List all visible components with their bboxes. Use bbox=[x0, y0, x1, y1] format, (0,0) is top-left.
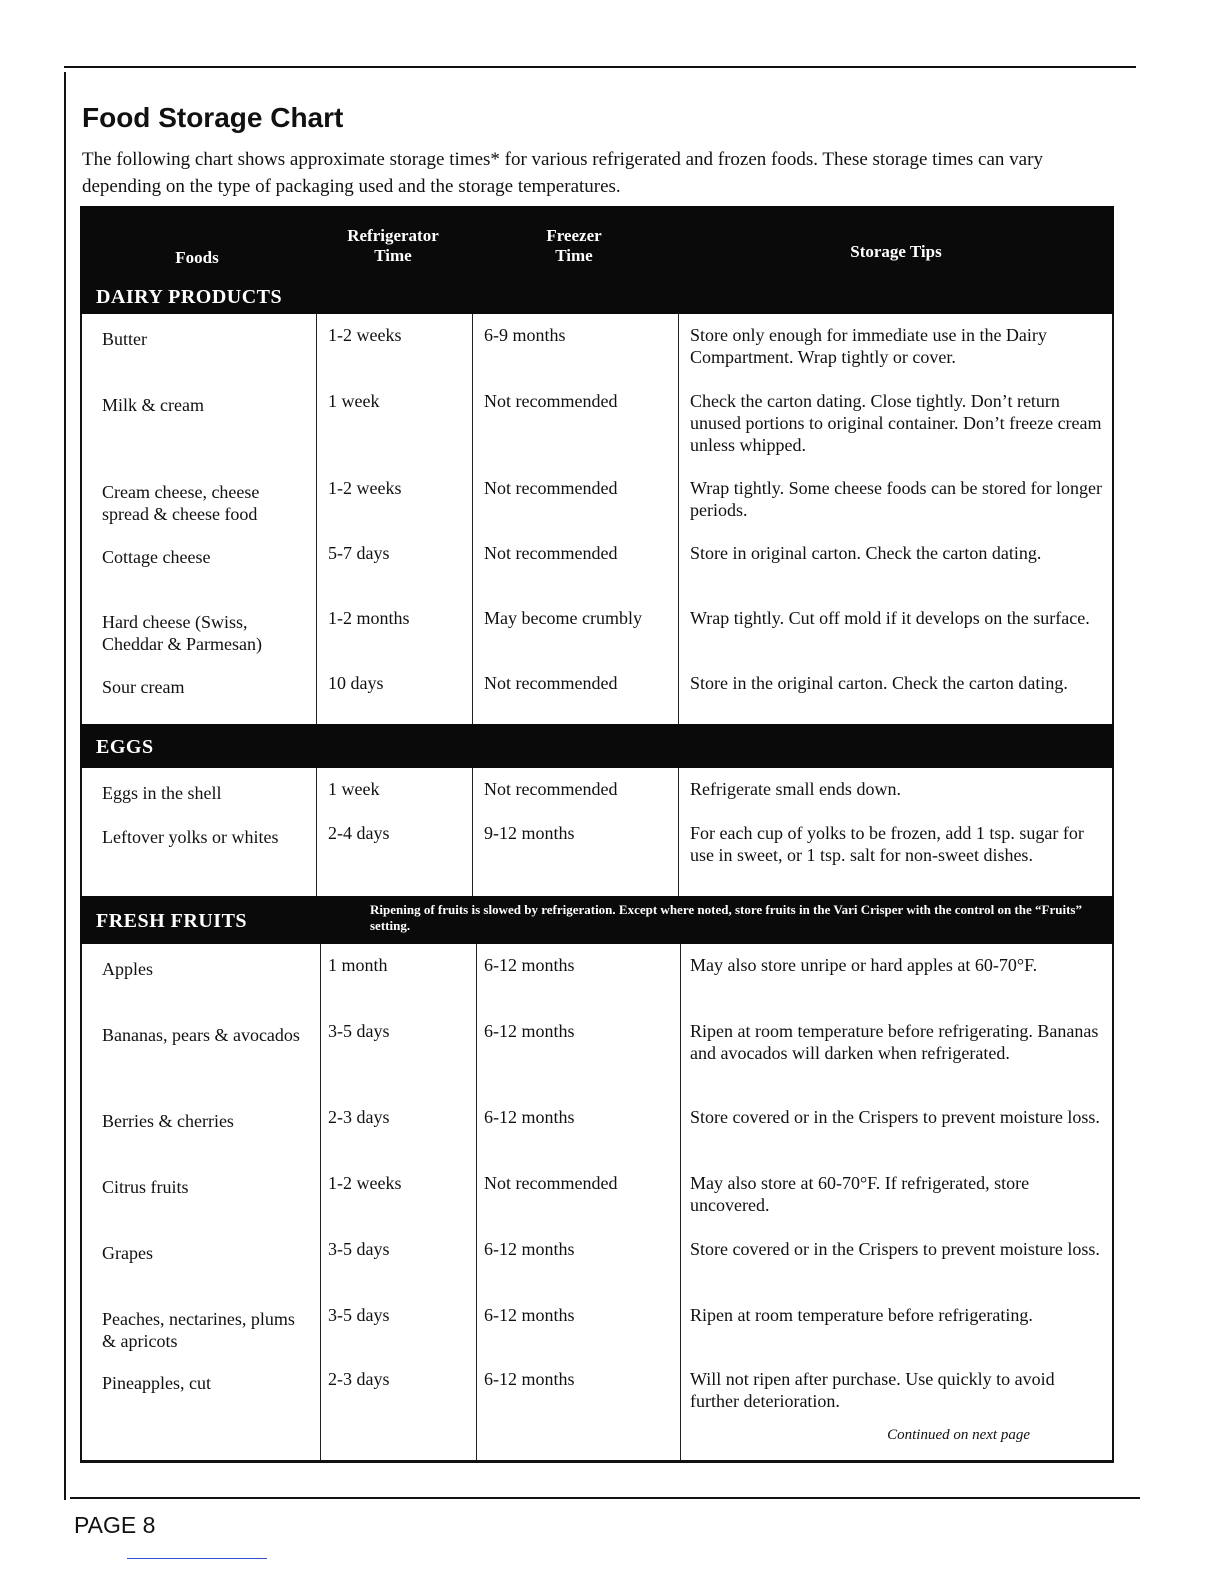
column-divider bbox=[316, 314, 317, 724]
fridge-time-cell: 10 days bbox=[328, 673, 384, 693]
fridge-time-cell: 1 week bbox=[328, 391, 380, 411]
freezer-time-cell: 9-12 months bbox=[484, 823, 575, 843]
table-row bbox=[82, 944, 1112, 1010]
table-row bbox=[82, 1096, 1112, 1162]
section-label-fruits: FRESH FRUITS bbox=[96, 910, 248, 932]
column-divider bbox=[678, 314, 679, 724]
column-divider bbox=[678, 768, 679, 896]
food-cell: Berries & cherries bbox=[102, 1111, 234, 1131]
column-divider bbox=[680, 944, 681, 1460]
fridge-time-cell: 3-5 days bbox=[328, 1305, 390, 1325]
table-row bbox=[82, 1162, 1112, 1228]
storage-tip-cell: Store in original carton. Check the carton dating. bbox=[690, 543, 1042, 563]
storage-tip-cell: Store covered or in the Crispers to prevent moisture loss. bbox=[690, 1107, 1100, 1127]
table-row bbox=[82, 812, 1112, 896]
food-cell: Hard cheese (Swiss, Cheddar & Parmesan) bbox=[102, 612, 262, 654]
freezer-time-cell: Not recommended bbox=[484, 779, 618, 799]
table-row bbox=[82, 314, 1112, 380]
storage-tip-cell: May also store at 60-70°F. If refrigerated, store uncovered. bbox=[690, 1173, 1030, 1215]
section-label-dairy: DAIRY PRODUCTS bbox=[96, 286, 283, 308]
storage-tip-cell: Ripen at room temperature before refrigerating. Bananas and avocados will darken when refrigerated. bbox=[690, 1021, 1099, 1063]
page-number: PAGE 8 bbox=[74, 1512, 156, 1538]
food-cell: Cream cheese, cheese spread & cheese food bbox=[102, 482, 260, 524]
freezer-time-cell: Not recommended bbox=[484, 543, 618, 563]
table-row bbox=[82, 768, 1112, 812]
table-row bbox=[82, 532, 1112, 597]
freezer-time-cell: Not recommended bbox=[484, 391, 618, 411]
fridge-time-cell: 2-4 days bbox=[328, 823, 390, 843]
freezer-time-cell: Not recommended bbox=[484, 673, 618, 693]
table-row bbox=[82, 662, 1112, 724]
freezer-time-cell: Not recommended bbox=[484, 478, 618, 498]
section-dairy-rows bbox=[80, 314, 1114, 724]
food-cell: Pineapples, cut bbox=[102, 1373, 211, 1393]
table-row bbox=[82, 1358, 1112, 1418]
column-divider bbox=[472, 768, 473, 896]
freezer-time-cell: 6-12 months bbox=[484, 1305, 575, 1325]
food-cell: Milk & cream bbox=[102, 395, 204, 415]
storage-tip-cell: Ripen at room temperature before refrigerating. bbox=[690, 1305, 1033, 1325]
header-freezer-time-label: Freezer Time bbox=[546, 226, 602, 265]
table-row bbox=[82, 380, 1112, 467]
storage-tip-cell: Wrap tightly. Some cheese foods can be stored for longer periods. bbox=[690, 478, 1102, 520]
freezer-time-cell: 6-12 months bbox=[484, 1369, 575, 1389]
storage-tip-cell: Store only enough for immediate use in the Dairy Compartment. Wrap tightly or cover. bbox=[690, 325, 1047, 367]
storage-tip-cell: For each cup of yolks to be frozen, add 1 tsp. sugar for use in sweet, or 1 tsp. salt for non-sweet dishes. bbox=[690, 823, 1084, 865]
freezer-time-cell: May become crumbly bbox=[484, 608, 642, 628]
table-header bbox=[80, 206, 1114, 314]
continued-note: Continued on next page bbox=[887, 1427, 1030, 1443]
page-frame-bottom-rule bbox=[70, 1497, 1140, 1499]
storage-tip-cell: Store covered or in the Crispers to prevent moisture loss. bbox=[690, 1239, 1100, 1259]
section-fruits-rows bbox=[80, 944, 1114, 1463]
table-row bbox=[82, 597, 1112, 662]
freezer-time-cell: 6-12 months bbox=[484, 1239, 575, 1259]
section-band-fruits bbox=[80, 896, 1114, 944]
table-row bbox=[82, 1294, 1112, 1358]
freezer-time-cell: 6-12 months bbox=[484, 955, 575, 975]
column-divider bbox=[472, 314, 473, 724]
storage-tip-cell: May also store unripe or hard apples at 60-70°F. bbox=[690, 955, 1038, 975]
food-cell: Grapes bbox=[102, 1243, 153, 1263]
fridge-time-cell: 2-3 days bbox=[328, 1107, 390, 1127]
column-divider bbox=[476, 944, 477, 1460]
freezer-time-cell: Not recommended bbox=[484, 1173, 618, 1193]
fridge-time-cell: 1-2 months bbox=[328, 608, 410, 628]
fridge-time-cell: 3-5 days bbox=[328, 1021, 390, 1041]
food-cell: Leftover yolks or whites bbox=[102, 827, 279, 847]
food-cell: Peaches, nectarines, plums & apricots bbox=[102, 1309, 295, 1351]
fridge-time-cell: 1-2 weeks bbox=[328, 1173, 402, 1193]
fridge-time-cell: 5-7 days bbox=[328, 543, 390, 563]
fridge-time-cell: 2-3 days bbox=[328, 1369, 390, 1389]
column-divider bbox=[316, 768, 317, 896]
fridge-time-cell: 1 month bbox=[328, 955, 388, 975]
page-frame-left-rule bbox=[64, 72, 66, 1500]
storage-tip-cell: Will not ripen after purchase. Use quickly to avoid further deterioration. bbox=[690, 1369, 1055, 1411]
storage-tip-cell: Store in the original carton. Check the carton dating. bbox=[690, 673, 1068, 693]
header-refrigerator-time bbox=[316, 226, 470, 266]
header-refrigerator-time-label: Refrigerator Time bbox=[347, 226, 439, 265]
food-storage-table bbox=[80, 206, 1114, 1463]
section-eggs-rows bbox=[80, 768, 1114, 896]
fridge-time-cell: 3-5 days bbox=[328, 1239, 390, 1259]
intro-paragraph: The following chart shows approximate storage times* for various refrigerated and frozen foods. These storage times can vary depending on the type of packaging used and the storage temperatures. bbox=[82, 149, 1043, 197]
column-divider bbox=[320, 944, 321, 1460]
page-title: Food Storage Chart bbox=[82, 102, 344, 133]
food-cell: Butter bbox=[102, 329, 147, 349]
footer-rule bbox=[127, 1558, 267, 1559]
freezer-time-cell: 6-12 months bbox=[484, 1021, 575, 1041]
food-cell: Eggs in the shell bbox=[102, 783, 222, 803]
table-row bbox=[82, 467, 1112, 532]
section-label-eggs: EGGS bbox=[96, 736, 154, 758]
storage-tip-cell: Wrap tightly. Cut off mold if it develops on the surface. bbox=[690, 608, 1090, 628]
food-cell: Sour cream bbox=[102, 677, 185, 697]
fridge-time-cell: 1-2 weeks bbox=[328, 478, 402, 498]
fridge-time-cell: 1 week bbox=[328, 779, 380, 799]
header-storage-tips: Storage Tips bbox=[850, 242, 942, 261]
storage-tip-cell: Check the carton dating. Close tightly. Don’t return unused portions to original container. Don’t freeze cream unless whipped. bbox=[690, 391, 1102, 455]
header-foods: Foods bbox=[175, 248, 219, 267]
freezer-time-cell: 6-9 months bbox=[484, 325, 566, 345]
header-freezer-time bbox=[472, 226, 676, 266]
freezer-time-cell: 6-12 months bbox=[484, 1107, 575, 1127]
storage-tip-cell: Refrigerate small ends down. bbox=[690, 779, 901, 799]
table-row bbox=[82, 1010, 1112, 1096]
section-band-eggs bbox=[80, 724, 1114, 768]
food-cell: Bananas, pears & avocados bbox=[102, 1025, 300, 1045]
table-row bbox=[82, 1228, 1112, 1294]
fridge-time-cell: 1-2 weeks bbox=[328, 325, 402, 345]
fruits-ripening-note: Ripening of fruits is slowed by refrigeration. Except where noted, store fruits in the Vari Crisper with the control on the “Fruits” setting. bbox=[370, 902, 1082, 933]
page-frame-top-rule bbox=[64, 66, 1136, 68]
food-cell: Citrus fruits bbox=[102, 1177, 189, 1197]
food-cell: Cottage cheese bbox=[102, 547, 211, 567]
food-cell: Apples bbox=[102, 959, 153, 979]
